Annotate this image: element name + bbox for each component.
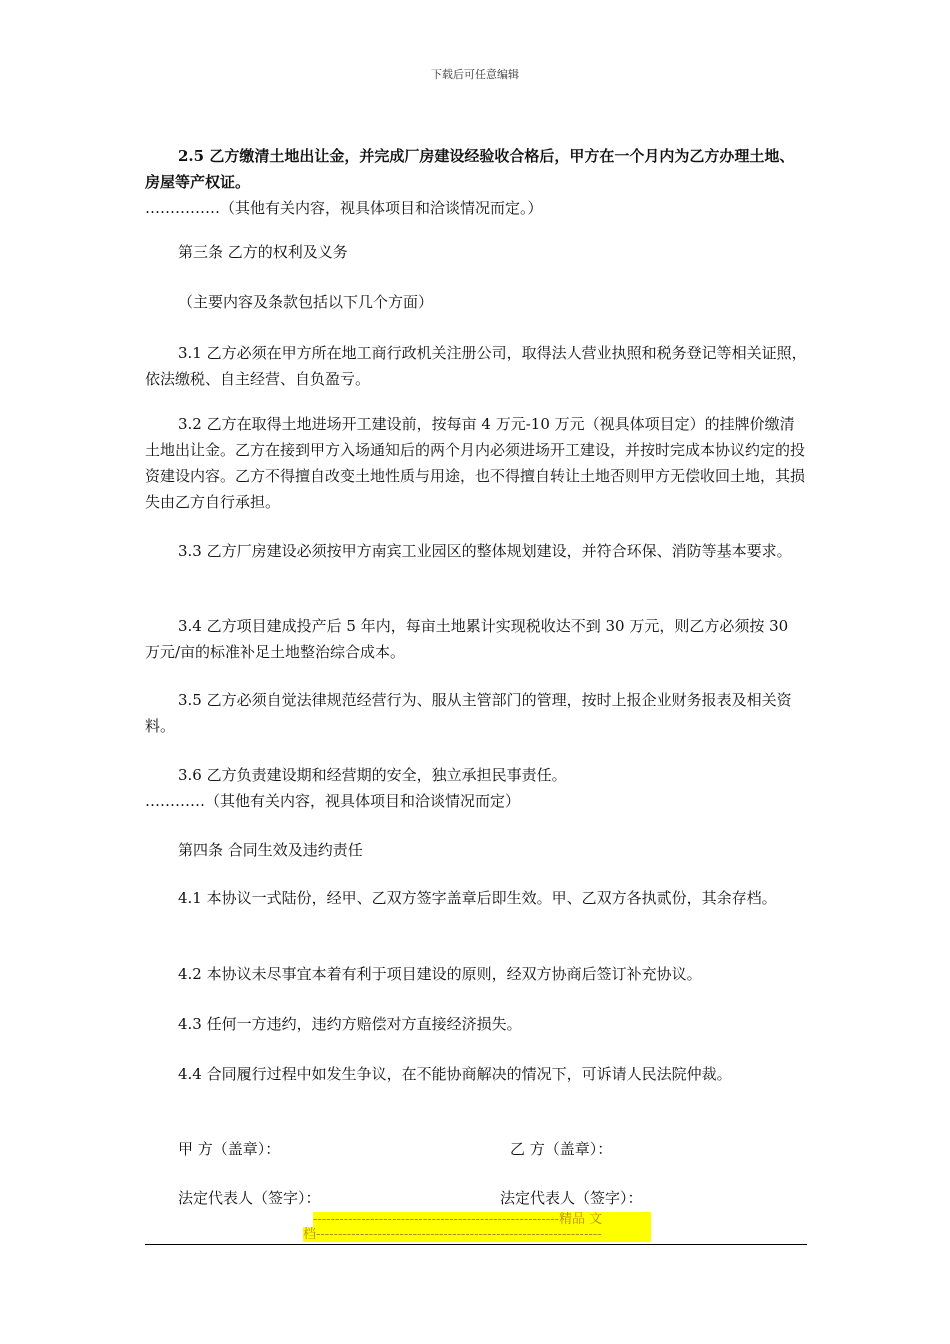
clause-4-2 — [145, 961, 807, 987]
clause-3-6 — [145, 762, 807, 814]
clause-2-5-text: 2.5 乙方缴清土地出让金，并完成厂房建设经验收合格后，甲方在一个月内为乙方办理土地、房屋等产权证。 — [145, 147, 795, 191]
article-3-note — [145, 289, 807, 315]
footer-watermark-line-1: --------------------------------------------------------精品 文 — [313, 1212, 651, 1227]
clause-3-3 — [145, 538, 807, 564]
party-b-representative: 法定代表人（签字）： — [500, 1189, 643, 1207]
ellipsis-note-2: …………（其他有关内容，视具体项目和洽谈情况而定） — [145, 792, 521, 810]
ellipsis-note-1: ……………（其他有关内容，视具体项目和洽谈情况而定。） — [145, 199, 543, 217]
clause-4-3-text: 4.3 任何一方违约，违约方赔偿对方直接经济损失。 — [178, 1015, 522, 1033]
clause-3-2 — [145, 411, 807, 515]
article-3-title — [145, 239, 807, 265]
footer-rule — [145, 1244, 807, 1245]
clause-4-1-text: 4.1 本协议一式陆份，经甲、乙双方签字盖章后即生效。甲、乙双方各执贰份，其余存档。 — [178, 889, 777, 907]
party-b-seal: 乙 方（盖章）： — [510, 1140, 613, 1158]
clause-3-4 — [145, 613, 807, 665]
party-a-seal: 甲 方（盖章）： — [178, 1140, 281, 1158]
clause-4-3 — [145, 1011, 807, 1037]
article-4-title — [145, 837, 807, 863]
footer-watermark-line-2: 档----------------------------------------------------------------- — [303, 1227, 651, 1242]
clause-4-2-text: 4.2 本协议未尽事宜本着有利于项目建设的原则，经双方协商后签订补充协议。 — [178, 965, 702, 983]
clause-3-6-text: 3.6 乙方负责建设期和经营期的安全，独立承担民事责任。 — [178, 766, 567, 784]
clause-3-5-text: 3.5 乙方必须自觉法律规范经营行为、服从主管部门的管理，按时上报企业财务报表及相关资料。 — [145, 691, 792, 735]
clause-4-1 — [145, 885, 807, 911]
article-4-heading: 第四条 合同生效及违约责任 — [178, 841, 363, 859]
clause-3-1 — [145, 340, 807, 392]
clause-4-4-text: 4.4 合同履行过程中如发生争议，在不能协商解决的情况下，可诉请人民法院仲裁。 — [178, 1065, 732, 1083]
page-header: 下载后可任意编辑 — [431, 68, 519, 81]
clause-3-1-text: 3.1 乙方必须在甲方所在地工商行政机关注册公司，取得法人营业执照和税务登记等相关证照，依法缴税、自主经营、自负盈亏。 — [145, 344, 807, 388]
article-3-note-text: （主要内容及条款包括以下几个方面） — [178, 293, 434, 311]
party-a-representative: 法定代表人（签字）： — [178, 1189, 321, 1207]
clause-3-4-text: 3.4 乙方项目建成投产后 5 年内，每亩土地累计实现税收达不到 30 万元，则乙方必须按 30 万元/亩的标准补足土地整治综合成本。 — [145, 617, 789, 661]
clause-4-4 — [145, 1061, 807, 1087]
clause-3-2-text: 3.2 乙方在取得土地进场开工建设前，按每亩 4 万元-10 万元（视具体项目定）的挂牌价缴清土地出让金。乙方在接到甲方入场通知后的两个月内必须进场开工建设，并按时完成本协议约定的投资建设内容。乙方不得擅自改变土地性质与用途，也不得擅自转让土地否则甲方无偿收回土地，其损失由乙方自行承担。 — [145, 415, 806, 511]
clause-3-3-text: 3.3 乙方厂房建设必须按甲方南宾工业园区的整体规划建设，并符合环保、消防等基本要求。 — [178, 542, 792, 560]
clause-2-5 — [145, 143, 807, 221]
clause-3-5 — [145, 687, 807, 739]
article-3-heading: 第三条 乙方的权利及义务 — [178, 243, 348, 261]
